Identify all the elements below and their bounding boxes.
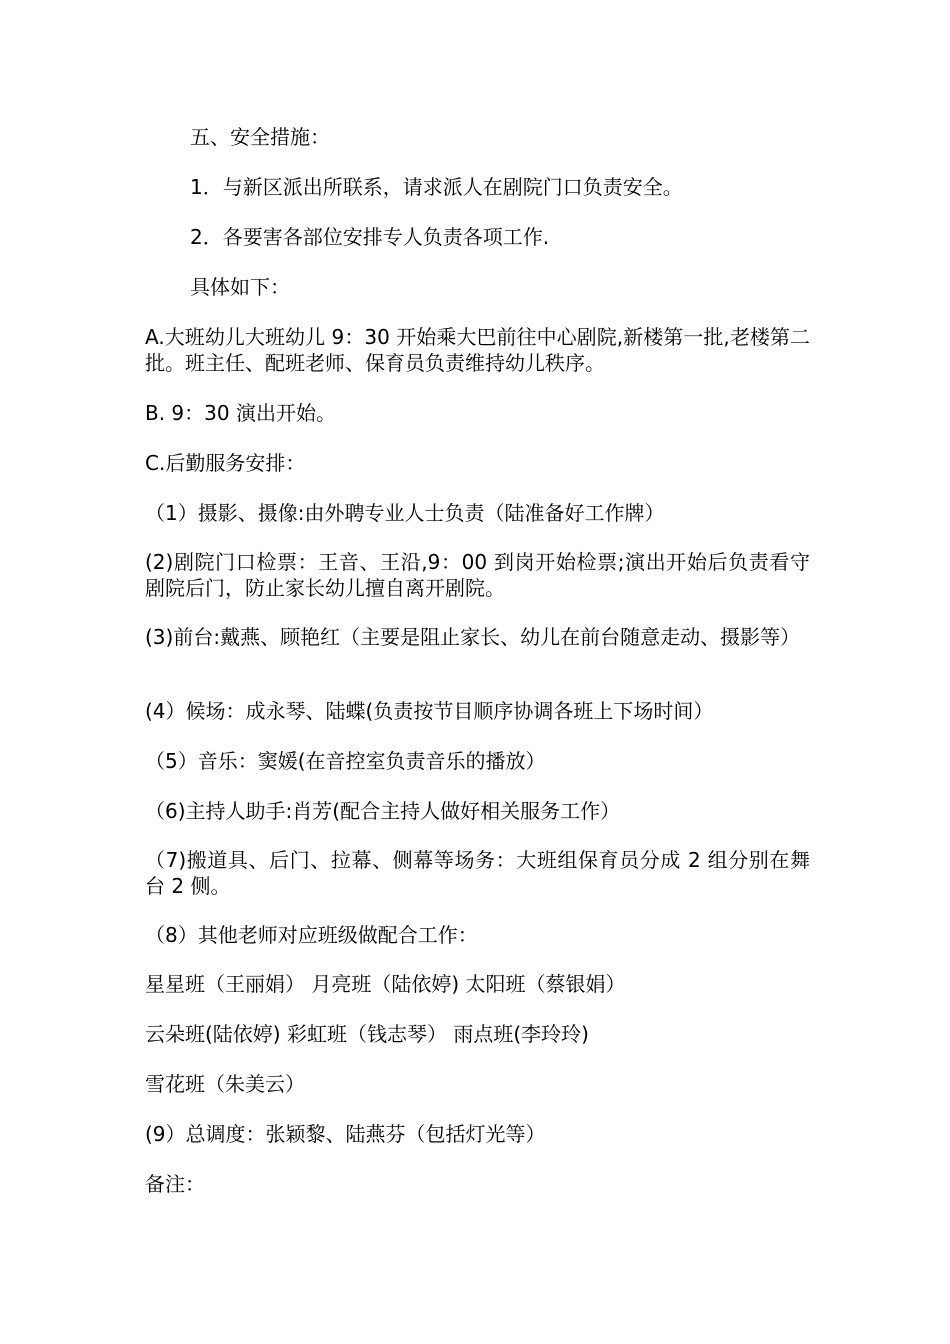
class-assignment-row-3: 雪花班（朱美云）	[145, 1072, 305, 1096]
service-item-5: （5）音乐：窦媛(在音控室负责音乐的播放）	[145, 749, 546, 773]
paragraph-a: A.大班幼儿大班幼儿 9：30 开始乘大巴前往中心剧院,新楼第一批,老楼第二批。班主任、配班老师、保育员负责维持幼儿秩序。	[145, 325, 810, 375]
service-item-7: （7)搬道具、后门、拉幕、侧幕等场务：大班组保育员分成 2 组分别在舞台 2 侧。	[145, 848, 810, 898]
paragraph-b: B. 9：30 演出开始。	[145, 401, 336, 425]
class-assignment-row-2: 云朵班(陆依婷) 彩虹班（钱志琴） 雨点班(李玲玲)	[145, 1022, 589, 1046]
measure-item-1: 1．与新区派出所联系，请求派人在剧院门口负责安全。	[190, 175, 683, 199]
service-item-4: (4）候场：成永琴、陆蝶(负责按节目顺序协调各班上下场时间）	[145, 699, 714, 723]
measure-item-2: 2．各要害各部位安排专人负责各项工作.	[190, 225, 550, 249]
class-assignment-row-1: 星星班（王丽娟） 月亮班（陆依婷) 太阳班（蔡银娟）	[145, 972, 626, 996]
service-item-6: （6)主持人助手:肖芳(配合主持人做好相关服务工作）	[145, 799, 621, 823]
service-item-2: (2)剧院门口检票：王音、王沿,9：00 到岗开始检票;演出开始后负责看守剧院后门，防止家长幼儿擅自离开剧院。	[145, 550, 810, 600]
details-intro: 具体如下：	[190, 275, 290, 299]
section-heading-safety: 五、安全措施：	[190, 125, 330, 149]
service-item-1: （1）摄影、摄像:由外聘专业人士负责（陆准备好工作牌）	[145, 501, 665, 525]
service-item-3: (3)前台:戴燕、顾艳红（主要是阻止家长、幼儿在前台随意走动、摄影等）	[145, 625, 801, 649]
service-item-8: （8）其他老师对应班级做配合工作：	[145, 923, 478, 947]
paragraph-c: C.后勤服务安排：	[145, 451, 306, 475]
service-item-9: (9）总调度：张颖黎、陆燕芬（包括灯光等）	[145, 1122, 546, 1146]
remarks-label: 备注：	[145, 1172, 205, 1196]
